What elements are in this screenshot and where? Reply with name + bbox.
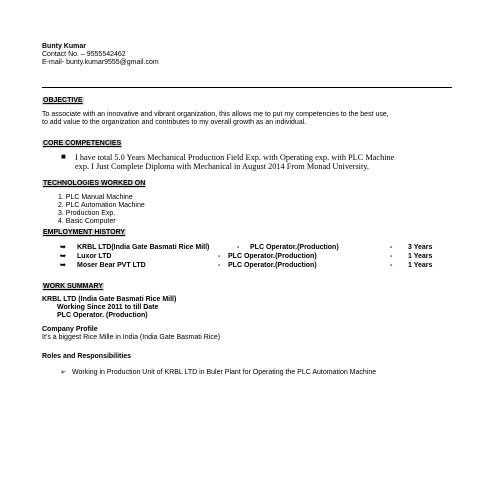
employment-row bbox=[60, 244, 440, 252]
employment-years: 1 Years bbox=[408, 253, 433, 260]
employment-separator: - bbox=[218, 253, 221, 260]
work-company: KRBL LTD (India Gate Basmati Rice Mill) bbox=[42, 296, 177, 303]
technologies-heading: TECHNOLOGIES WORKED ON bbox=[43, 180, 146, 187]
core-line-2: exp. I Just Complete Diploma with Mechanical in August 2014 From Monad University. bbox=[75, 162, 369, 171]
arrow-bullet-icon: ➥ bbox=[60, 253, 66, 260]
tech-item: 3. Production Exp. bbox=[58, 210, 116, 217]
employment-heading: EMPLOYMENT HISTORY bbox=[43, 229, 126, 236]
work-role: PLC Operator. (Production) bbox=[57, 312, 148, 319]
tech-item: 1. PLC Manual Machine bbox=[58, 194, 133, 201]
employment-role: PLC Operator.(Production) bbox=[228, 253, 317, 260]
employment-company: KRBL LTD(India Gate Basmati Rice Mill) bbox=[77, 244, 210, 251]
employment-role: PLC Operator.(Production) bbox=[250, 244, 339, 251]
objective-line-2: to add value to the organization and contributes to my overall growth as an individual. bbox=[42, 119, 307, 126]
employment-separator: - bbox=[237, 244, 240, 251]
work-since: Working Since 2011 to till Date bbox=[57, 304, 159, 311]
arrow-bullet-icon: ➥ bbox=[60, 262, 66, 269]
contact-number: Contact No. – 9555542462 bbox=[42, 51, 126, 58]
email-address: E-mail- bunty.kumar9555@gmail.com bbox=[42, 59, 159, 66]
employment-separator: - bbox=[218, 262, 221, 269]
company-profile-heading: Company Profile bbox=[42, 326, 98, 333]
objective-heading: OBJECTIVE bbox=[43, 97, 83, 104]
tech-item: 2. PLC Automation Machine bbox=[58, 202, 145, 209]
employment-row bbox=[60, 262, 440, 270]
arrowhead-bullet-icon: ➢ bbox=[60, 369, 66, 376]
employment-company: Moser Bear PVT LTD bbox=[77, 262, 146, 269]
employment-dash: - bbox=[390, 253, 393, 260]
header-divider bbox=[42, 87, 452, 88]
employment-dash: - bbox=[390, 262, 393, 269]
objective-line-1: To associate with an innovative and vibrant organization, this allows me to put my competencies to the best use, bbox=[42, 111, 389, 118]
arrow-bullet-icon: ➥ bbox=[60, 244, 66, 251]
work-summary-heading: WORK SUMMARY bbox=[43, 283, 104, 290]
core-competencies-heading: CORE COMPETENCIES bbox=[43, 140, 122, 147]
employment-years: 1 Years bbox=[408, 262, 433, 269]
candidate-name: Bunty Kumar bbox=[42, 43, 86, 50]
roles-item: Working in Production Unit of KRBL LTD in Buler Plant for Operating the PLC Automation Machine bbox=[72, 369, 377, 376]
employment-role: PLC Operator.(Production) bbox=[228, 262, 317, 269]
tech-item: 4. Basic Computer bbox=[58, 218, 116, 225]
employment-years: 3 Years bbox=[408, 244, 433, 251]
bullet-icon: ■ bbox=[61, 152, 66, 161]
core-line-1: I have total 5.0 Years Mechanical Production Field Exp. with Operating exp. with PLC Machine bbox=[75, 153, 395, 162]
employment-company: Luxor LTD bbox=[77, 253, 112, 260]
roles-heading: Roles and Responsibilities bbox=[42, 353, 132, 360]
employment-dash: - bbox=[390, 244, 393, 251]
employment-row bbox=[60, 253, 440, 261]
company-profile-text: It’s a biggest Rice Mille in India (India Gate Basmati Rice) bbox=[42, 334, 221, 341]
